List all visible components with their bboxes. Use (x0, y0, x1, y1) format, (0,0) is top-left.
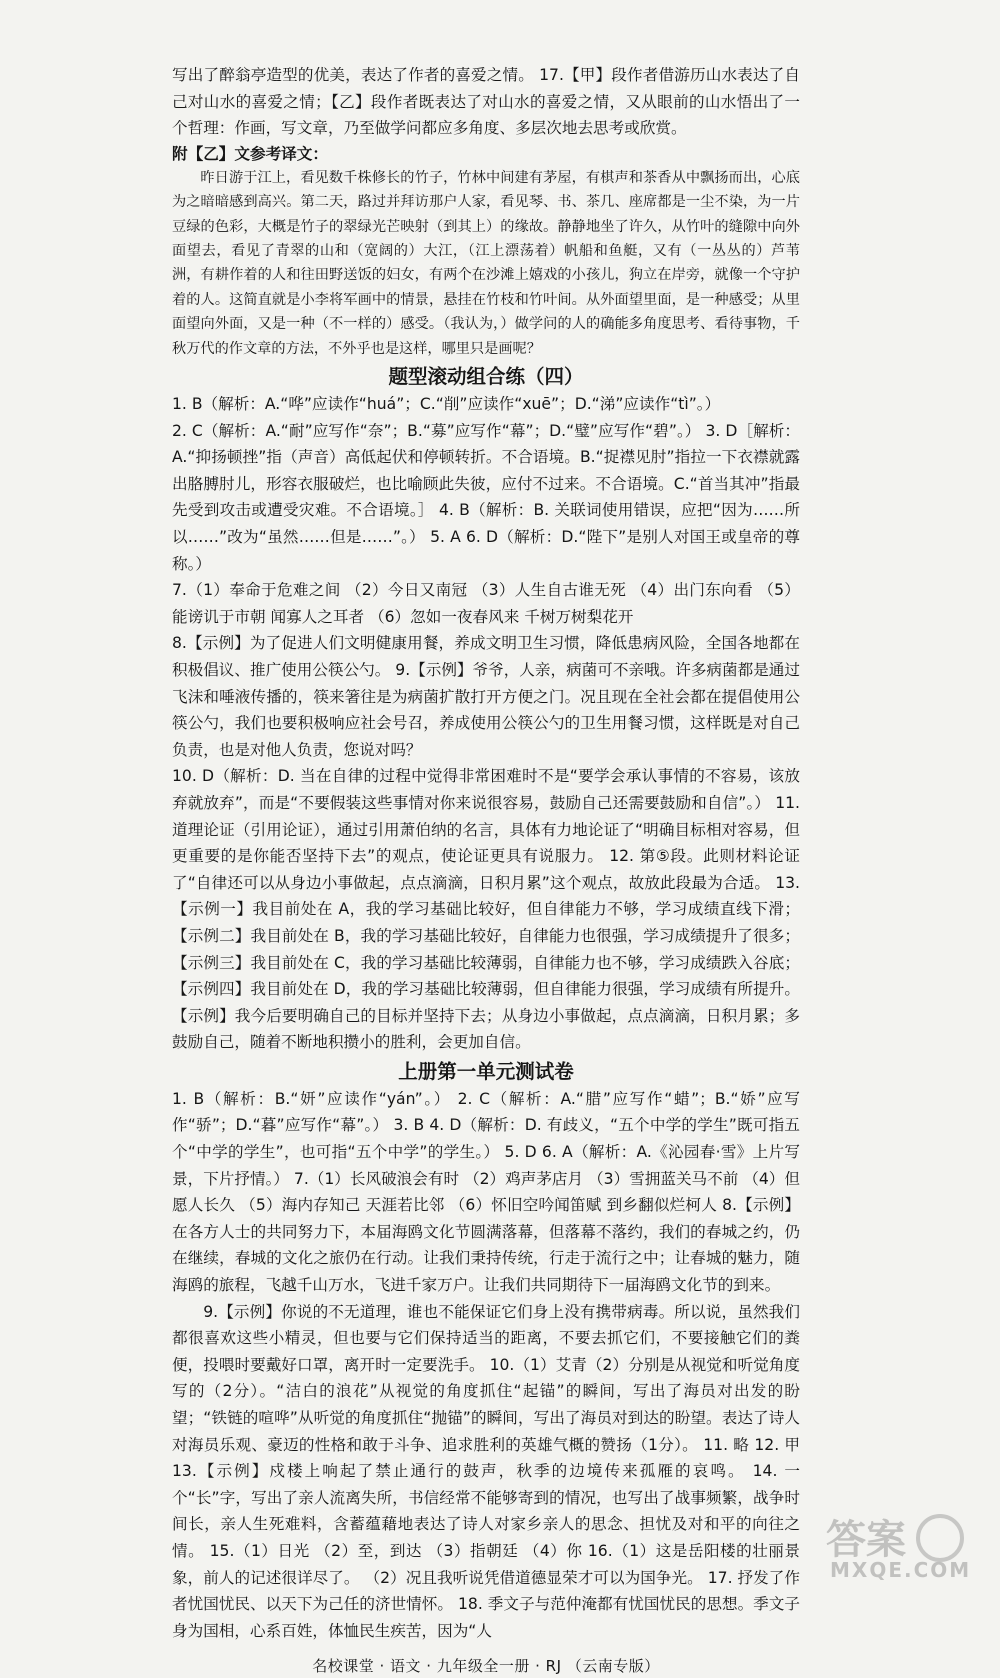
page-footer: 名校课堂 · 语文 · 九年级全一册 · RJ （云南专版） (312, 1657, 660, 1676)
watermark-logo (816, 1508, 976, 1588)
answer-paragraph: 9.【示例】你说的不无道理，谁也不能保证它们身上没有携带病毒。所以说，虽然我们都很喜欢这些小精灵，但也要与它们保持适当的距离，不要去抓它们，不要接触它们的粪便，投喂时要戴好口罩，离开时一定要洗手。 10.（1）艾青（2）分别是从视觉和听觉角度写的（2分）。“洁白的浪花”从视觉的角度抓住“起锚”的瞬间，写出了海员对出发的盼望；“铁链的喧哗”从听觉的角度抓住“抛锚”的瞬间，写出了海员对到达的盼望。表达了诗人对海员乐观、豪迈的性格和敢于斗争、追求胜利的英雄气概的赞扬（1分）。 11. 略 12. 甲 13.【示例】戍楼上响起了禁止通行的鼓声，秋季的边境传来孤雁的哀鸣。 14. 一个“长”字，写出了亲人流离失所，书信经常不能够寄到的情况，也写出了战事频繁，战争时间长，亲人生死难料，含蓄蕴藉地表达了诗人对家乡亲人的思念、担忧及对和平的向往之情。 15.（1）日光 （2）至，到达 （3）指朝廷 （4）你 16.（1）这是岳阳楼的壮丽景象，前人的记述很详尽了。 （2）况且我听说凭借道德显荣才可以为国争光。 17. 抒发了作者忧国忧民、以天下为己任的济世情怀。 18. 季文子与范仲淹都有忧国忧民的思想。季文子身为国相，心系百姓，体恤民生疾苦，因为“人 (172, 1302, 800, 1640)
watermark-text: 答案 (826, 1517, 906, 1563)
answer-paragraph: 2. C（解析：A.“耐”应写作“奈”；B.“募”应写作“幕”；D.“璧”应写作“碧”。） 3. D［解析：A.“抑扬顿挫”指（声音）高低起伏和停顿转折。不合语境。B.“捉襟见肘”指拉一下衣襟就露出胳膊肘儿，形容衣服破烂，也比喻顾此失彼，应付不过来。不合语境。C.“首当其冲”指最先受到攻击或遭受灾难。不合语境。］ 4. B（解析：B. 关联词使用错误，应把“因为……所以……”改为“虽然……但是……”。） 5. A 6. D（解析：D.“陛下”是别人对国王或皇帝的尊称。） (172, 421, 800, 573)
answer-paragraph: 写出了醉翁亭造型的优美，表达了作者的喜爱之情。 17.【甲】段作者借游历山水表达了自己对山水的喜爱之情；【乙】段作者既表达了对山水的喜爱之情，又从眼前的山水悟出了一个哲理：作画，写文章，乃至做学问都应多角度、多层次地去思考或欣赏。 (172, 66, 800, 138)
answer-paragraph: 10. D（解析：D. 当在自律的过程中觉得非常困难时不是“要学会承认事情的不容易，该放弃就放弃”，而是“不要假装这些事情对你来说很容易，鼓励自己还需要鼓励和自信”。） 11. 道理论证（引用论证），通过引用萧伯纳的名言，具体有力地论证了“明确目标相对容易，但更重要的是你能否坚持下去”的观点，使论证更具有说服力。 12. 第⑤段。此则材料论证了“自律还可以从身边小事做起，点点滴滴，日积月累”这个观点，故放此段最为合适。 13.【示例一】我目前处在 A，我的学习基础比较好，但自律能力不够，学习成绩直线下滑；【示例二】我目前处在 B，我的学习基础比较好，自律能力也很强，学习成绩提升了很多；【示例三】我目前处在 C，我的学习基础比较薄弱，自律能力也不够，学习成绩跌入谷底；【示例四】我目前处在 D，我的学习基础比较薄弱，但自律能力很强，学习成绩有所提升。【示例】我今后要明确自己的目标并坚持下去；从身边小事做起，点点滴滴，日积月累；多鼓励自己，随着不断地积攒小的胜利，会更加自信。 (172, 767, 800, 1052)
section-heading: 题型滚动组合练（四） (388, 365, 584, 389)
section-label: 附【乙】文参考译文： (172, 144, 328, 163)
watermark-circle-icon (916, 1514, 964, 1562)
answer-paragraph: 8.【示例】为了促进人们文明健康用餐，养成文明卫生习惯，降低患病风险，全国各地都在积极倡议、推广使用公筷公勺。 9.【示例】爷爷，人亲，病菌可不亲哦。许多病菌都是通过飞沫和唾液传播的，筷来箸往是为病菌扩散打开方便之门。况且现在全社会都在提倡使用公筷公勺，我们也要积极响应社会号召，养成使用公筷公勺的卫生用餐习惯，这样既是对自己负责，也是对他人负责，您说对吗？ (172, 634, 800, 759)
watermark-url: MXQE.COM (830, 1558, 972, 1582)
section-heading: 上册第一单元测试卷 (398, 1059, 574, 1083)
answer-paragraph: 1. B（解析：B.“妍”应读作“yán”。） 2. C（解析：A.“腊”应写作“蜡”；B.“娇”应写作“骄”；D.“暮”应写作“幕”。） 3. B 4. D（解析：D. 有歧义，“五个中学的学生”既可指五个“中学的学生”，也可指“五个中学”的学生。） 5. D 6. A（解析：A.《沁园春·雪》上片写景，下片抒情。） 7.（1）长风破浪会有时 （2）鸡声茅店月 （3）雪拥蓝关马不前 （4）但愿人长久 （5）海内存知己 天涯若比邻 （6）怀旧空吟闻笛赋 到乡翻似烂柯人 8.【示例】在各方人士的共同努力下，本届海鸥文化节圆满落幕，但落幕不落约，我们的春城之约，仍在继续，春城的文化之旅仍在行动。让我们秉持传统，行走于流行之中；让春城的魅力，随海鸥的旅程，飞越千山万水，飞进千家万户。让我们共同期待下一届海鸥文化节的到来。 (172, 1089, 800, 1295)
answer-paragraph: 1. B（解析：A.“哗”应读作“huá”；C.“削”应读作“xuē”；D.“涕”应读作“tì”。） (172, 395, 721, 414)
answer-page (172, 62, 800, 1678)
page-content (172, 62, 800, 1644)
translation-paragraph: 昨日游于江上，看见数千株修长的竹子，竹林中间建有茅屋，有棋声和茶香从中飘扬而出，心底为之暗暗感到高兴。第二天，路过并拜访那户人家，看见琴、书、茶几、座席都是一尘不染，为一片豆绿的色彩，大概是竹子的翠绿光芒映射（到其上）的缘故。静静地坐了许久，从竹叶的缝隙中向外面望去，看见了青翠的山和（宽阔的）大江，（江上漂荡着）帆船和鱼艇，又有（一丛丛的）芦苇洲，有耕作着的人和往田野送饭的妇女，有两个在沙滩上嬉戏的小孩儿，狗立在岸旁，就像一个守护着的人。这简直就是小李将军画中的情景，悬挂在竹枝和竹叶间。从外面望里面，是一种感受；从里面望向外面，又是一种（不一样的）感受。（我认为，）做学问的人的确能多角度思考、看待事物，千秋万代的作文章的方法，不外乎也是这样，哪里只是画呢？ (172, 169, 800, 357)
answer-paragraph: 7.（1）奉命于危难之间 （2）今日又南冠 （3）人生自古谁无死 （4）出门东向看 （5）能谤讥于市朝 闻寡人之耳者 （6）忽如一夜春风来 千树万树梨花开 (172, 581, 800, 626)
